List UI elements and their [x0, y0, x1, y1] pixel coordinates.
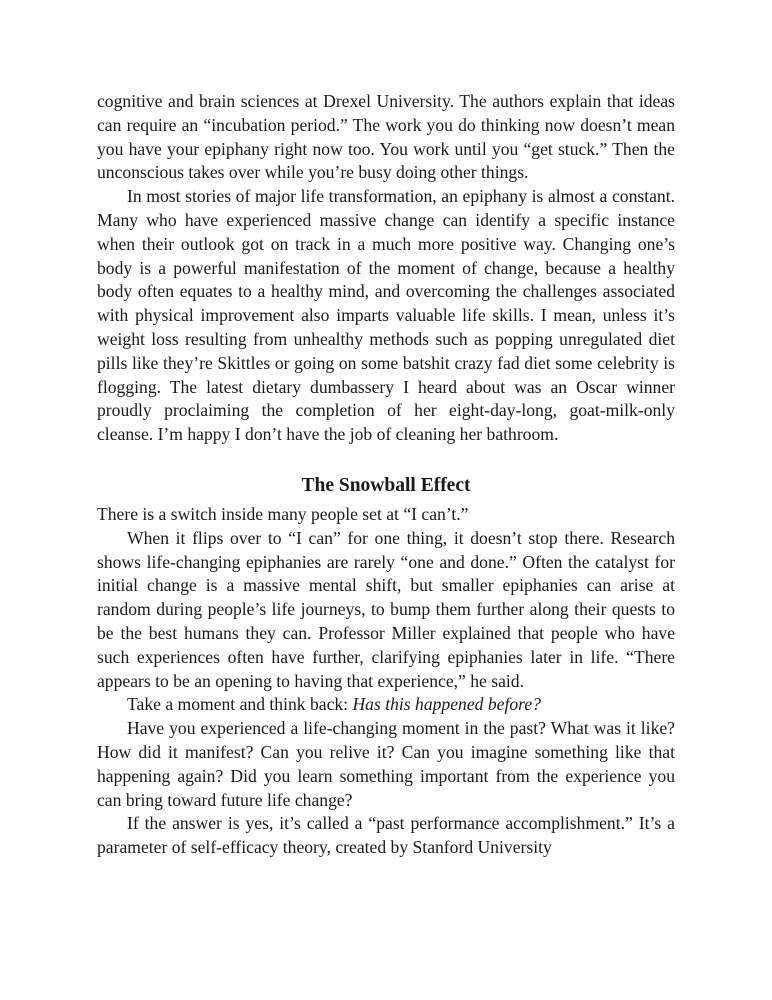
paragraph-flips-over: When it flips over to “I can” for one thing, it doesn’t stop there. Research shows life-changing epiphanies are rarely “one and done.” Often the catalyst for initial change is a massive mental shift, but smaller epiphanies can arise at random during people’s life journeys, to bump them further along their quests to be the best humans they can. Professor Miller explained that people who have such experiences often have further, clarifying epiphanies later in life. “There appears to be an opening to having that experience,” he said. — [97, 527, 675, 691]
paragraph-life-transformation: In most stories of major life transformation, an epiphany is almost a constant. Many who have experienced massive change can identify a specific instance when their outlook got on track in a much more positive way. Changing one’s body is a powerful manifestation of the moment of change, because a healthy body often equates to a healthy mind, and overcoming the challenges associated with physical improvement also imparts valuable life skills. I mean, unless it’s weight loss resulting from unhealthy methods such as popping unregulated diet pills like they’re Skittles or going on some batshit crazy fad diet some celebrity is flogging. The latest dietary dumbassery I heard about was an Oscar winner proudly proclaiming the completion of her eight-day-long, goat-milk-only cleanse. I’m happy I don’t have the job of cleaning her bathroom. — [97, 186, 675, 445]
section-heading: The Snowball Effect — [301, 474, 471, 496]
paragraph-past-performance: If the answer is yes, it’s called a “past performance accomplishment.” It’s a parameter of self-efficacy theory, created by Stanford University — [97, 813, 675, 858]
book-page — [97, 90, 675, 860]
paragraph-questions: Have you experienced a life-changing moment in the past? What was it like? How did it manifest? Can you relive it? Can you imagine something like that happening again? Did you learn something important from the experience you can bring toward future life change? — [97, 718, 675, 810]
paragraph-continuation: cognitive and brain sciences at Drexel University. The authors explain that ideas can require an “incubation period.” The work you do thinking now doesn’t mean you have your epiphany right now too. You work until you “get stuck.” Then the unconscious takes over while you’re busy doing other things. — [97, 91, 675, 183]
think-back-question: Has this happened before? — [352, 694, 541, 715]
paragraph-switch: There is a switch inside many people set at “I can’t.” — [97, 503, 469, 524]
think-back-text: Take a moment and think back: — [127, 694, 353, 715]
paragraph-think-back — [97, 693, 675, 717]
